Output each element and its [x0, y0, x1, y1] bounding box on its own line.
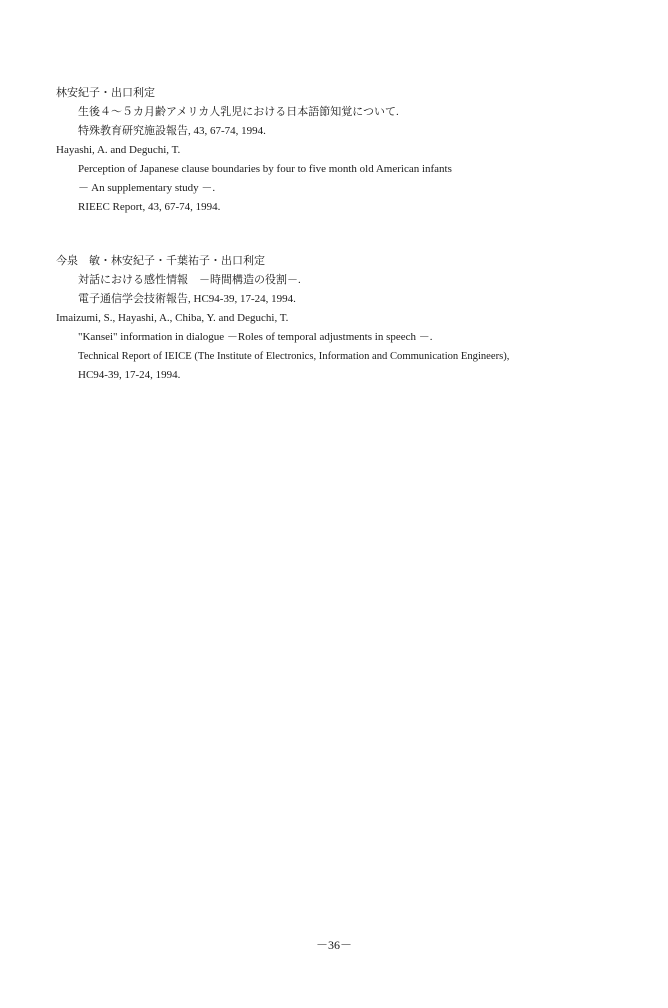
reference-entry-2: [56, 252, 656, 385]
authors-english: Imaizumi, S., Hayashi, A., Chiba, Y. and Deguchi, T.: [56, 312, 289, 324]
source-japanese: 電子通信学会技術報告, HC94-39, 17-24, 1994.: [78, 293, 296, 305]
title-japanese: 対話における感性情報 －時間構造の役割－.: [78, 274, 301, 286]
title-english: Perception of Japanese clause boundaries by four to five month old American infants: [78, 163, 452, 175]
authors-japanese: 今泉 敏・林安紀子・千葉祐子・出口利定: [56, 255, 265, 267]
authors-english: Hayashi, A. and Deguchi, T.: [56, 144, 181, 156]
page-number: －36－: [315, 938, 352, 952]
source-english: Technical Report of IEICE (The Institute of Electronics, Information and Communication Engineers),: [78, 351, 510, 362]
source-english-continued: HC94-39, 17-24, 1994.: [78, 369, 181, 381]
subtitle-english: － An supplementary study －.: [78, 182, 216, 194]
source-japanese: 特殊教育研究施設報告, 43, 67-74, 1994.: [78, 125, 266, 137]
source-english: RIEEC Report, 43, 67-74, 1994.: [78, 201, 221, 213]
title-japanese: 生後４～５カ月齢アメリカ人乳児における日本語節知覚について.: [78, 106, 399, 118]
title-english: "Kansei" information in dialogue －Roles of temporal adjustments in speech －.: [78, 331, 433, 343]
authors-japanese: 林安紀子・出口利定: [56, 87, 155, 99]
reference-entry-1: [56, 84, 656, 217]
